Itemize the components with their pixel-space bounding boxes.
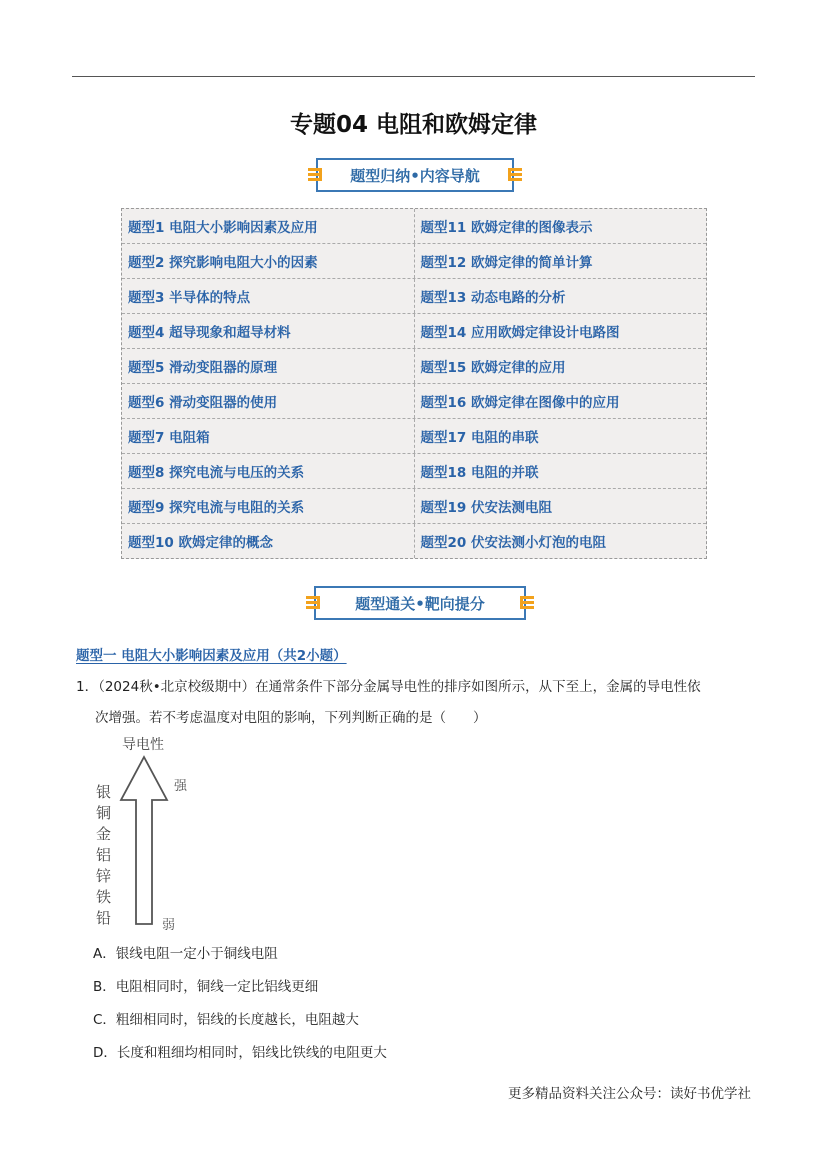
nav-item[interactable]: 题型5 滑动变阻器的原理 bbox=[122, 349, 415, 383]
nav-item[interactable]: 题型17 电阻的串联 bbox=[420, 430, 539, 446]
nav-item[interactable]: 题型13 动态电路的分析 bbox=[420, 290, 566, 306]
nav-item[interactable]: 题型19 伏安法测电阻 bbox=[420, 500, 552, 516]
nav-item[interactable]: 题型14 应用欧姆定律设计电路图 bbox=[420, 325, 620, 341]
nav-item[interactable]: 题型11 欧姆定律的图像表示 bbox=[420, 220, 593, 236]
metal-label: 铅 bbox=[96, 909, 112, 927]
section-heading: 题型一 电阻大小影响因素及应用（共2小题） bbox=[76, 648, 347, 664]
nav-row bbox=[122, 454, 706, 489]
nav-row bbox=[122, 279, 706, 314]
page-title: 专题04 电阻和欧姆定律 bbox=[289, 112, 537, 138]
topic-navigation-table bbox=[121, 208, 707, 559]
nav-banner-label: 题型归纳•内容导航 bbox=[350, 166, 480, 185]
nav-item[interactable]: 题型1 电阻大小影响因素及应用 bbox=[122, 209, 415, 243]
question-stem-line2: 次增强。若不考虑温度对电阻的影响，下列判断正确的是（ ） bbox=[95, 710, 487, 726]
nav-item[interactable]: 题型18 电阻的并联 bbox=[420, 465, 539, 481]
nav-row bbox=[122, 524, 706, 558]
nav-row bbox=[122, 419, 706, 454]
figure-axis-label: 导电性 bbox=[122, 737, 164, 753]
conductivity-figure bbox=[94, 734, 204, 934]
nav-item[interactable]: 题型8 探究电流与电压的关系 bbox=[122, 454, 415, 488]
nav-row bbox=[122, 349, 706, 384]
option-b[interactable]: B．电阻相同时，铜线一定比铝线更细 bbox=[93, 979, 319, 995]
nav-item[interactable]: 题型2 探究影响电阻大小的因素 bbox=[122, 244, 415, 278]
nav-row bbox=[122, 314, 706, 349]
metal-label: 银 bbox=[96, 783, 112, 801]
metal-label: 铝 bbox=[96, 846, 112, 864]
practice-banner-label: 题型通关•靶向提分 bbox=[355, 594, 485, 613]
nav-item[interactable]: 题型9 探究电流与电阻的关系 bbox=[122, 489, 415, 523]
nav-item[interactable]: 题型12 欧姆定律的简单计算 bbox=[420, 255, 593, 271]
nav-row bbox=[122, 489, 706, 524]
bracket-right-icon bbox=[508, 168, 522, 182]
metal-label: 铜 bbox=[96, 804, 112, 822]
nav-row bbox=[122, 209, 706, 244]
nav-item[interactable]: 题型7 电阻箱 bbox=[122, 419, 415, 453]
option-c[interactable]: C．粗细相同时，铝线的长度越长，电阻越大 bbox=[93, 1012, 359, 1028]
metal-label: 铁 bbox=[96, 888, 112, 906]
option-a[interactable]: A．银线电阻一定小于铜线电阻 bbox=[93, 946, 278, 962]
nav-item[interactable]: 题型4 超导现象和超导材料 bbox=[122, 314, 415, 348]
bracket-left-icon bbox=[308, 168, 322, 182]
nav-item[interactable]: 题型15 欧姆定律的应用 bbox=[420, 360, 566, 376]
nav-item[interactable]: 题型20 伏安法测小灯泡的电阻 bbox=[420, 535, 606, 551]
nav-item[interactable]: 题型6 滑动变阻器的使用 bbox=[122, 384, 415, 418]
option-d[interactable]: D．长度和粗细均相同时，铝线比铁线的电阻更大 bbox=[93, 1045, 387, 1061]
up-arrow-icon bbox=[121, 757, 167, 924]
question-stem-line1: 1．（2024秋•北京校级期中）在通常条件下部分金属导电性的排序如图所示，从下至上，金属的导电性依 bbox=[76, 679, 701, 695]
metal-label: 金 bbox=[96, 825, 112, 843]
nav-item[interactable]: 题型16 欧姆定律在图像中的应用 bbox=[420, 395, 620, 411]
nav-banner bbox=[316, 158, 514, 192]
figure-strong-label: 强 bbox=[174, 779, 188, 794]
metal-label: 锌 bbox=[96, 867, 112, 885]
bracket-right-icon bbox=[520, 596, 534, 610]
nav-row bbox=[122, 384, 706, 419]
header-rule bbox=[72, 76, 755, 77]
nav-item[interactable]: 题型10 欧姆定律的概念 bbox=[122, 524, 415, 558]
practice-banner bbox=[314, 586, 526, 620]
figure-weak-label: 弱 bbox=[162, 918, 176, 933]
nav-item[interactable]: 题型3 半导体的特点 bbox=[122, 279, 415, 313]
bracket-left-icon bbox=[306, 596, 320, 610]
footer-note: 更多精品资料关注公众号：读好书优学社 bbox=[508, 1086, 751, 1102]
nav-row bbox=[122, 244, 706, 279]
